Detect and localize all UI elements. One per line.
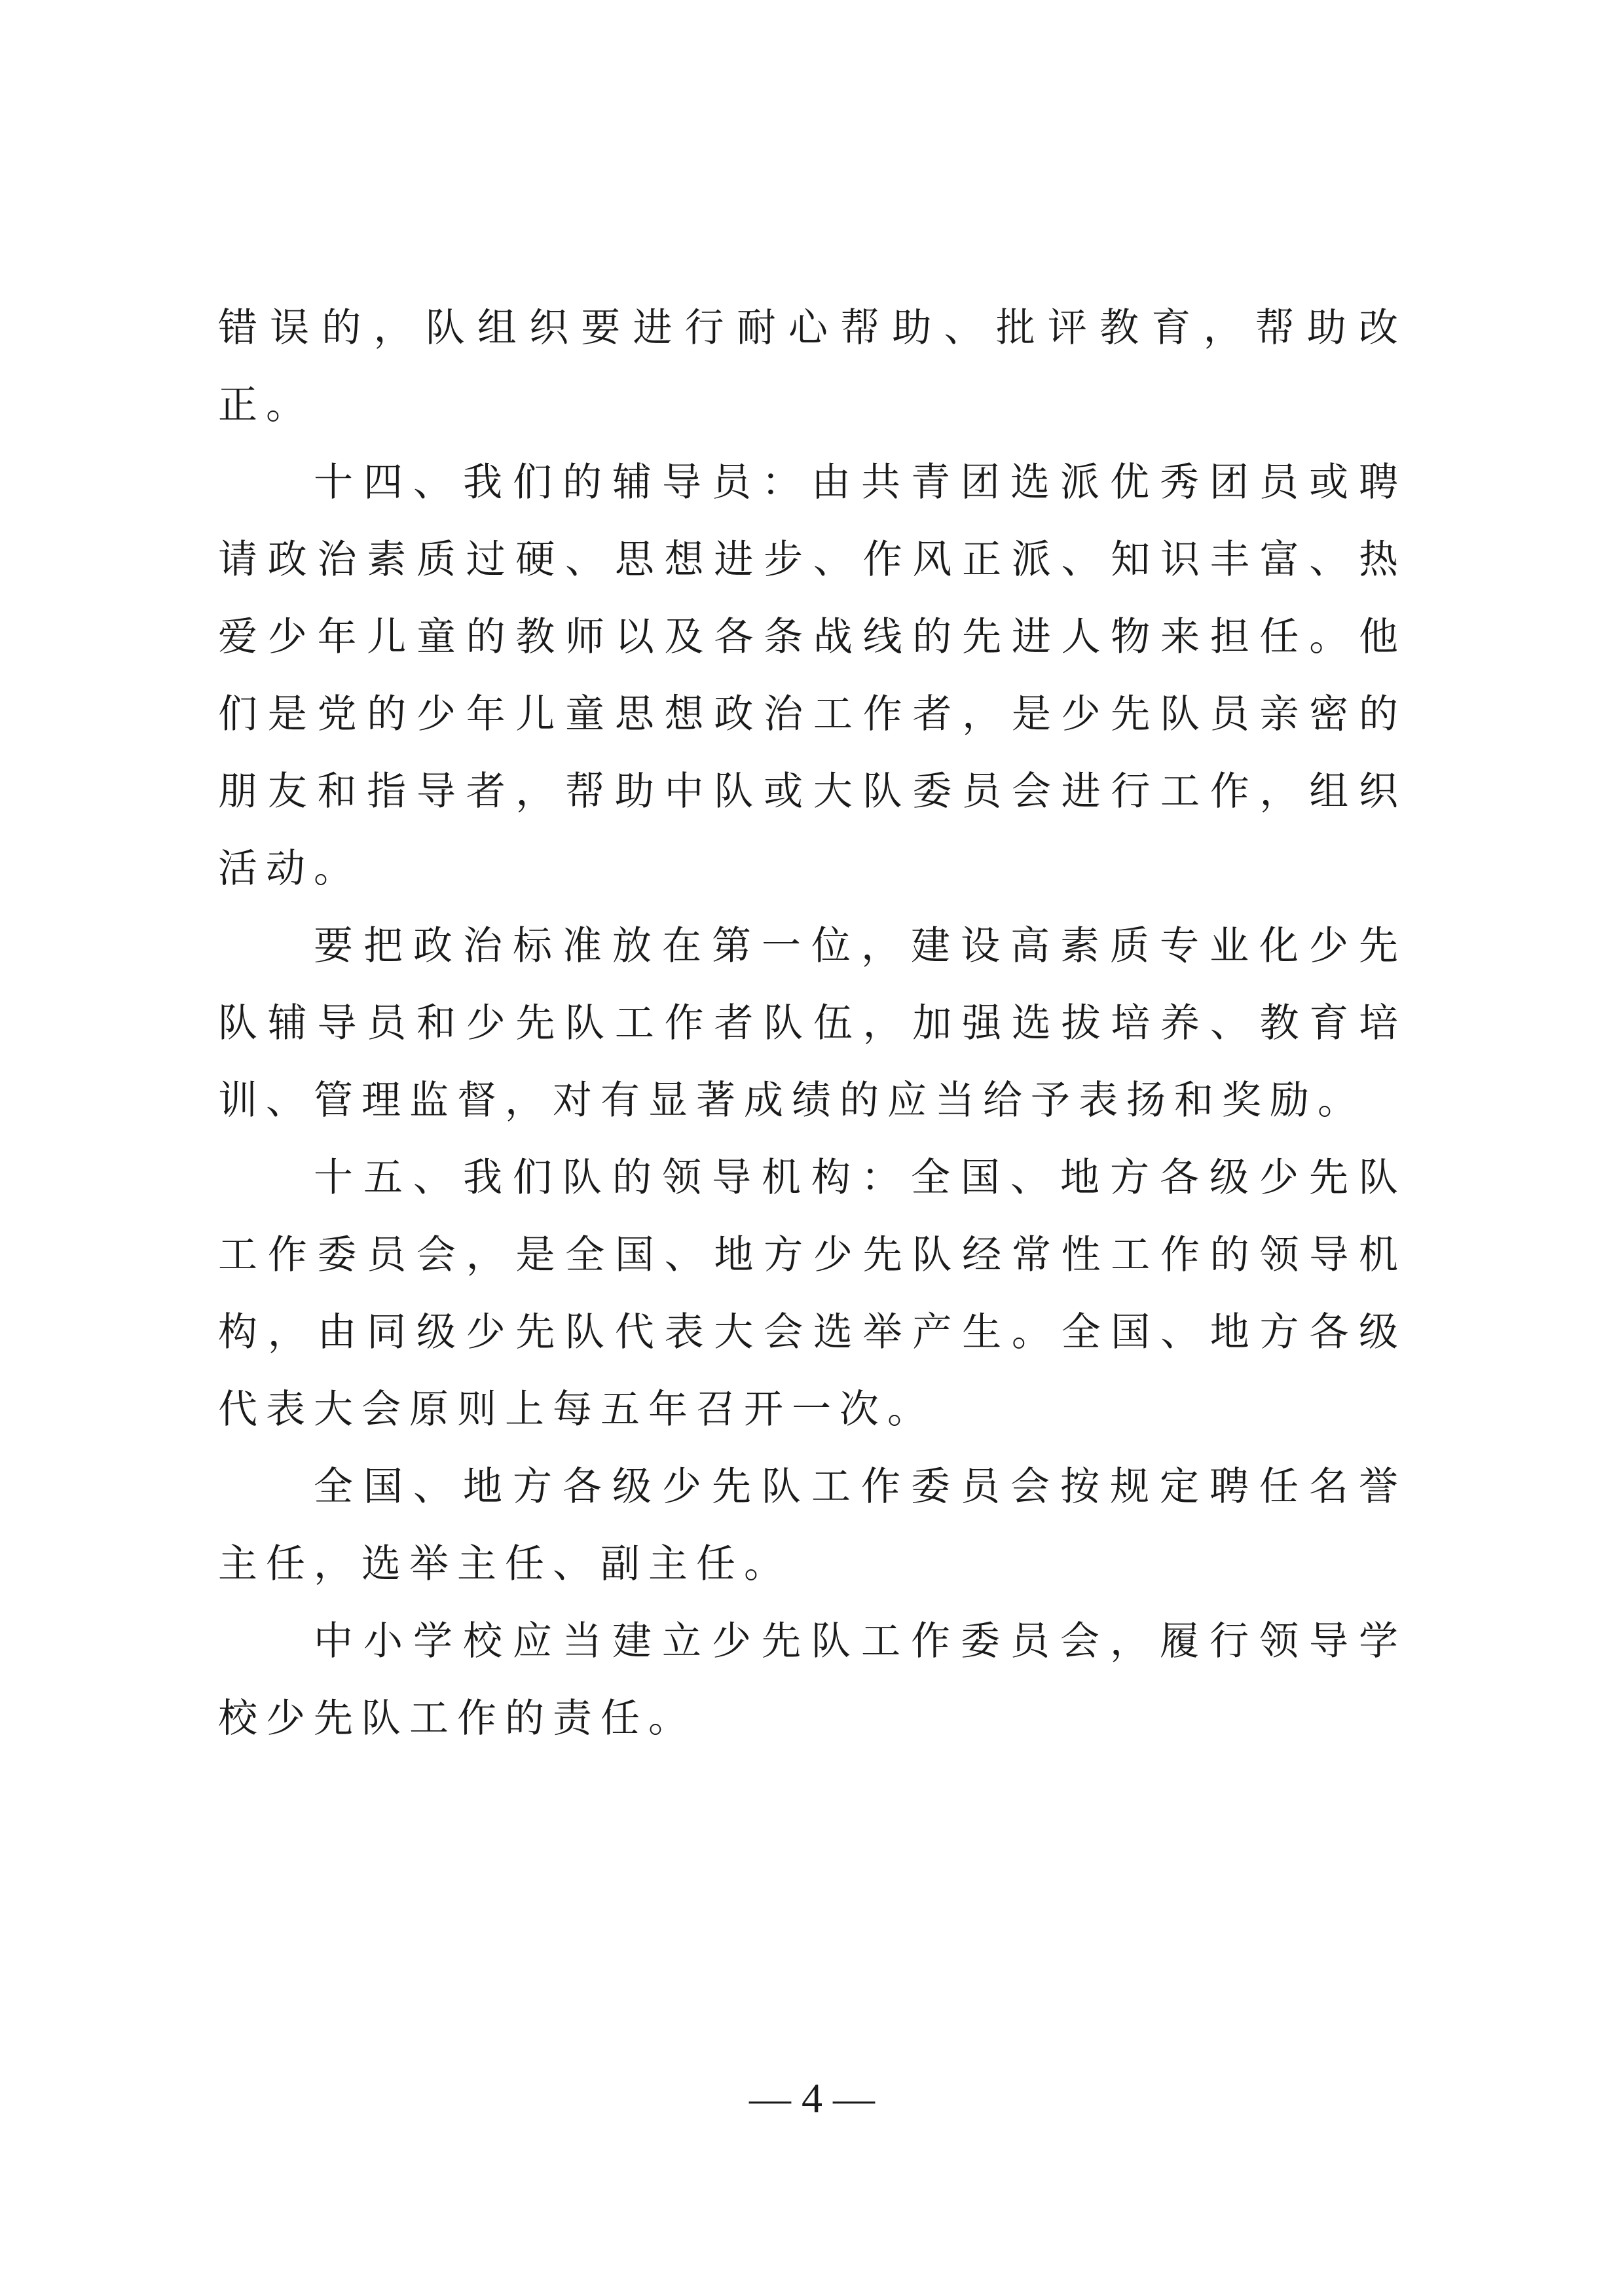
paragraph-political-standard: 要把政治标准放在第一位，建设高素质专业化少先队辅导员和少先队工作者队伍，加强选拔培养、教育培训、管理监督，对有显著成绩的应当给予表扬和奖励。 bbox=[218, 923, 1407, 1123]
page-number: — 4 — bbox=[749, 2075, 875, 2121]
paragraph-article-14: 十四、我们的辅导员：由共青团选派优秀团员或聘请政治素质过硬、思想进步、作风正派、知识丰富、热爱少年儿童的教师以及各条战线的先进人物来担任。他们是党的少年儿童思想政治工作者，是少先队员亲密的朋友和指导者，帮助中队或大队委员会进行工作，组织活动。 bbox=[218, 460, 1407, 892]
paragraph-article-15: 十五、我们队的领导机构：全国、地方各级少先队工作委员会，是全国、地方少先队经常性工作的领导机构，由同级少先队代表大会选举产生。全国、地方各级代表大会原则上每五年召开一次。 bbox=[218, 1155, 1407, 1432]
paragraph-continuation: 错误的，队组织要进行耐心帮助、批评教育，帮助改正。 bbox=[218, 305, 1407, 428]
paragraph-honorary-director: 全国、地方各级少先队工作委员会按规定聘任名誉主任，选举主任、副主任。 bbox=[218, 1464, 1407, 1587]
paragraph-school-committee: 中小学校应当建立少先队工作委员会，履行领导学校少先队工作的责任。 bbox=[218, 1618, 1407, 1741]
body-text bbox=[218, 289, 1407, 1757]
